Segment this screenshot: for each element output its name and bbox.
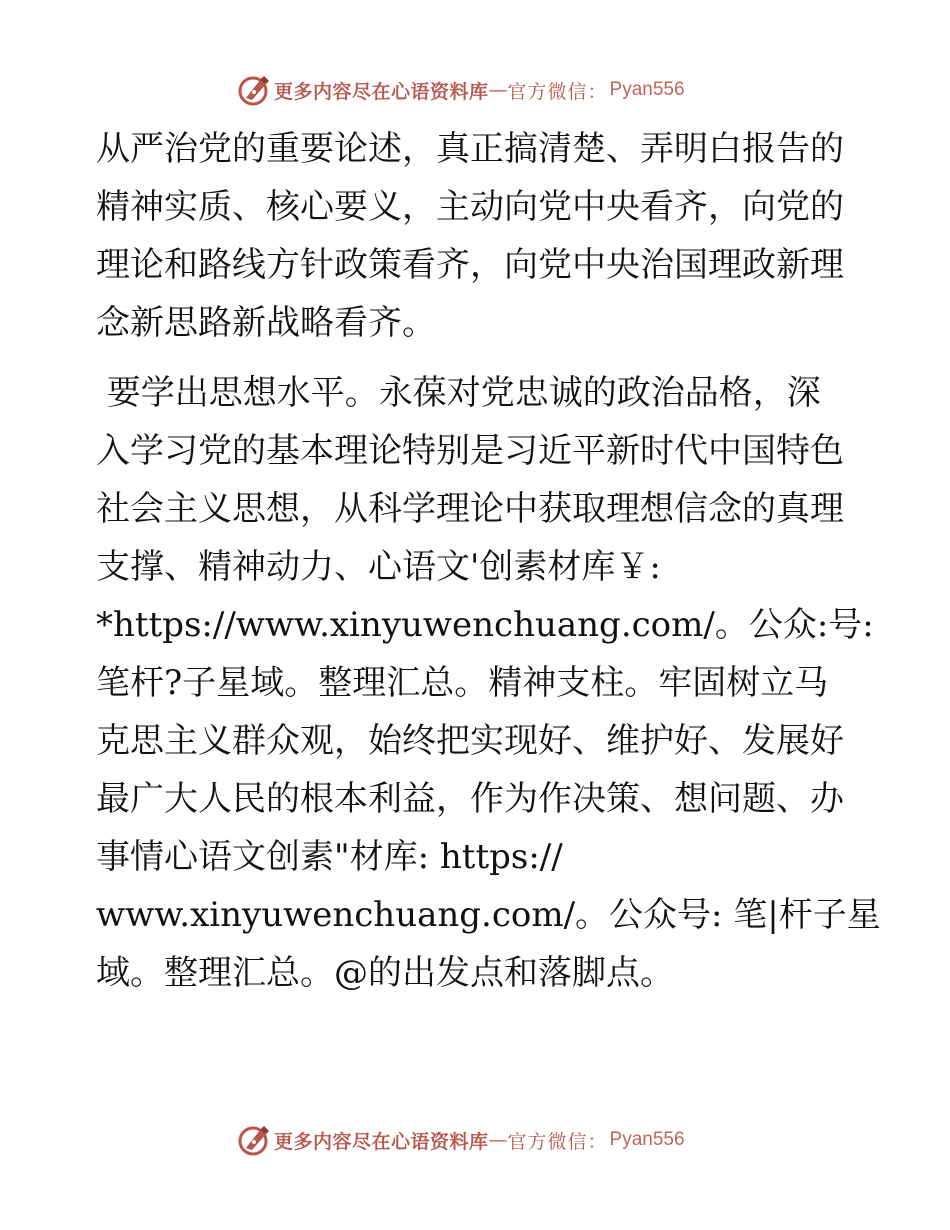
banner-wechat-id: Pyan556 <box>609 1129 685 1150</box>
paragraph-1 <box>96 120 856 352</box>
text-line: 社会主义思想，从科学理论中获取理想信念的真理 <box>96 489 844 529</box>
text-line: 事情心语文创素"材库: https:// <box>96 837 563 877</box>
text-line: 入学习党的基本理论特别是习近平新时代中国特色 <box>96 431 844 471</box>
paragraph-2 <box>96 364 881 1002</box>
text-line: 念新思路新战略看齐。 <box>96 303 436 343</box>
text-line: *https://www.xinyuwenchuang.com/。公众:号: <box>96 605 874 645</box>
banner-separator: — <box>488 1129 508 1151</box>
text-line: 理论和路线方针政策看齐，向党中央治国理政新理 <box>96 245 844 285</box>
text-line: 要学出思想水平。永葆对党忠诚的政治品格，深 <box>96 373 821 413</box>
text-line: 笔杆?子星域。整理汇总。精神支柱。牢固树立马 <box>96 663 829 703</box>
banner-main-text: 更多内容尽在心语资料库 <box>274 80 489 103</box>
header-watermark-banner <box>236 72 685 108</box>
banner-wechat-label: 官方微信： <box>507 80 608 103</box>
text-line: 支撑、精神动力、心语文'创素材库￥: <box>96 547 661 587</box>
text-line: 从严治党的重要论述，真正搞清楚、弄明白报告的 <box>96 129 844 169</box>
banner-main-text: 更多内容尽在心语资料库 <box>274 1130 489 1153</box>
text-line: 域。整理汇总。@的出发点和落脚点。 <box>96 953 674 993</box>
text-line: 精神实质、核心要义，主动向党中央看齐，向党的 <box>96 187 844 227</box>
text-line: 克思主义群众观，始终把实现好、维护好、发展好 <box>96 721 844 761</box>
text-line: 最广大人民的根本利益，作为作决策、想问题、办 <box>96 779 844 819</box>
footer-watermark-banner <box>236 1122 685 1158</box>
banner-wechat-label: 官方微信： <box>507 1130 608 1153</box>
banner-separator: — <box>488 79 508 101</box>
banner-wechat-id: Pyan556 <box>609 79 685 100</box>
document-body <box>96 120 881 1002</box>
pen-nib-logo-icon <box>236 72 272 108</box>
text-line: www.xinyuwenchuang.com/。公众号: 笔|杆子星 <box>96 895 881 935</box>
pen-nib-logo-icon <box>236 1122 272 1158</box>
